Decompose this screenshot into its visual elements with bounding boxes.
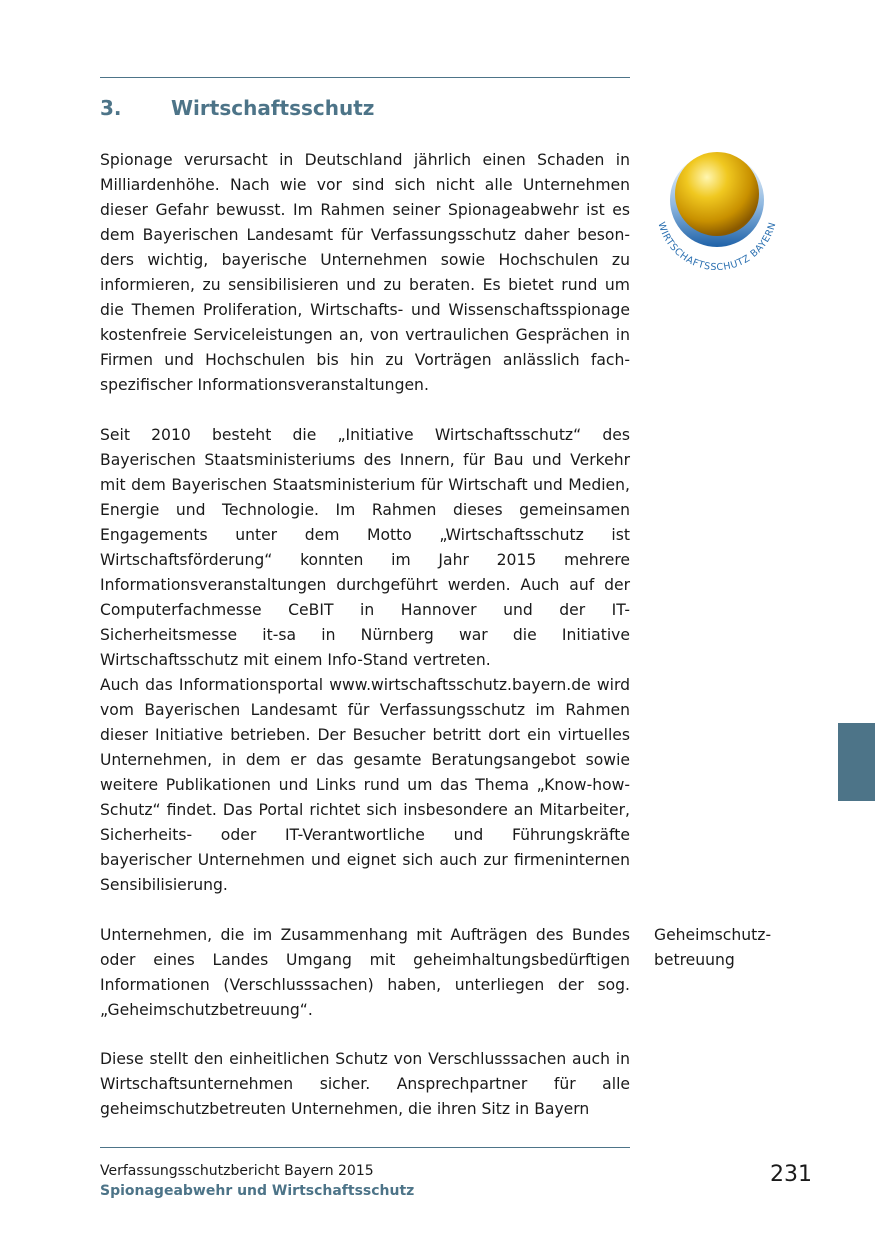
bottom-rule: [100, 1147, 630, 1148]
footer-subtitle: Spionageabwehr und Wirtschaftsschutz: [100, 1183, 415, 1199]
margin-note: [654, 923, 804, 973]
paragraph-initiative: Seit 2010 besteht die „Initiative Wirtschaftsschutz“ des Bayerischen Staatsministeriums des Innern, für Bau und Verkehr mit dem Bayerischen Staatsministerium für Wirtschaft und Medien, Energie und Technologie. Im Rahmen dieses gemeinsamen Engagements unter dem Motto „Wirtschaftsschutz ist Wirtschaftsförderung“ konnten im Jahr 2015 mehrere Informationsveranstaltungen durchgeführt werden. Auch auf der Computerfachmesse CeBIT in Hannover und der IT-Sicherheitsmesse it-sa in Nürnberg war die Initiative Wirtschaftsschutz mit einem Info-Stand vertreten.: [100, 426, 630, 669]
logo-text: WIRTSCHAFTSSCHUTZ BAYERN: [655, 220, 779, 274]
paragraph-spionage: Spionage verursacht in Deutschland jährlich einen Schaden in Milliardenhöhe. Nach wie vor sind sich nicht alle Unternehmen dieser Gefahr bewusst. Im Rahmen seiner Spionageabwehr ist es dem Bayerischen Landesamt für Verfassungsschutz daher besonders wichtig, bayerische Unternehmen sowie Hochschulen zu informieren, zu sensibilisieren und zu beraten. Es bietet rund um die Themen Proliferation, Wirtschafts- und Wissenschaftsspionage kostenfreie Serviceleistungen an, von vertraulichen Gesprächen in Firmen und Hochschulen bis hin zu Vorträgen anlässlich fachspezifischer Informationsveranstaltungen.: [100, 151, 630, 394]
chapter-side-tab: [838, 723, 875, 801]
paragraph-portal: Auch das Informationsportal www.wirtschaftsschutz.bayern.de wird vom Bayerischen Landesamt für Verfassungsschutz im Rahmen dieser Initiative betrieben. Der Besucher betritt dort ein virtuelles Unternehmen, in dem er das gesamte Beratungsangebot sowie weitere Publikationen und Links rund um das Thema „Know-how-Schutz“ findet. Das Portal richtet sich insbesondere an Mitarbeiter, Sicherheits- oder IT-Verantwortliche und Führungskräfte bayerischer Unternehmen und eignet sich auch zur firmeninternen Sensibilisierung.: [100, 676, 630, 894]
section-heading: [100, 96, 374, 120]
margin-note-line-1: Geheimschutz-: [654, 926, 772, 944]
section-number: 3.: [100, 96, 122, 120]
section-title: Wirtschaftsschutz: [171, 96, 375, 120]
margin-note-line-2: betreuung: [654, 951, 735, 969]
paragraph-verschlusssachen: Diese stellt den einheitlichen Schutz von Verschlusssachen auch in Wirtschaftsunternehmen sicher. Ansprechpartner für alle geheimschutzbetreuten Unternehmen, die ihren Sitz in Bayern: [100, 1050, 630, 1118]
wirtschaftsschutz-logo: [645, 148, 789, 280]
top-rule: [100, 77, 630, 78]
page-number: 231: [770, 1162, 812, 1187]
paragraph-geheimschutz: Unternehmen, die im Zusammenhang mit Aufträgen des Bundes oder eines Landes Umgang mit geheimhaltungsbedürftigen Informationen (Verschlusssachen) haben, unterliegen der sog. „Geheimschutzbetreuung“.: [100, 926, 630, 1019]
logo-sphere: [675, 152, 759, 236]
footer-title: Verfassungsschutzbericht Bayern 2015: [100, 1163, 374, 1179]
